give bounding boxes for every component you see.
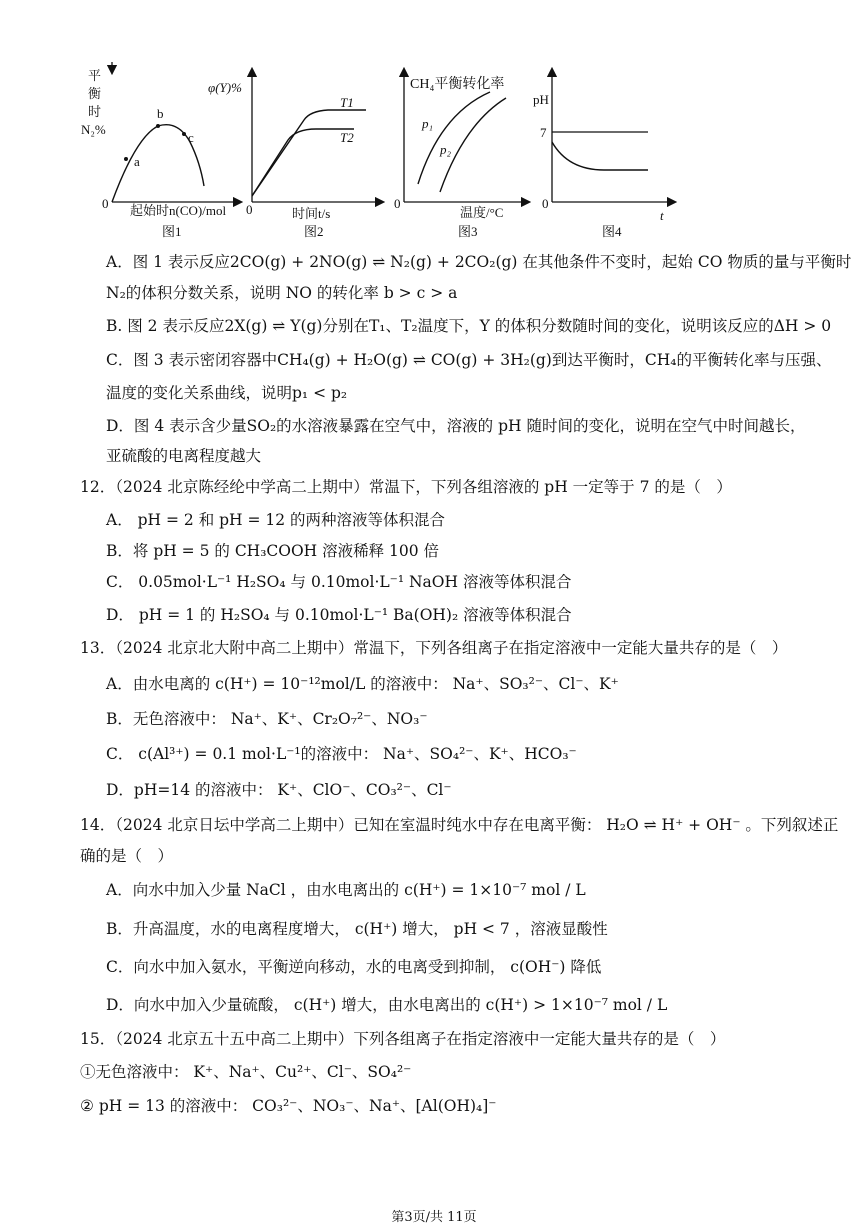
fig1-point-b: b bbox=[157, 106, 164, 121]
fig2-curve-t1: T1 bbox=[340, 95, 354, 110]
q11-option-c-line1: C．图 3 表示密闭容器中CH₄(g) + H₂O(g) ⇌ CO(g) + 3H₂(g)到达平衡时，CH₄的平衡转化率与压强、 bbox=[106, 351, 832, 369]
fig3-caption: 图3 bbox=[458, 224, 478, 239]
q11-option-d-line2: 亚硫酸的电离程度越大 bbox=[106, 447, 262, 465]
fig3-xlabel: 温度/°C bbox=[460, 205, 504, 220]
q14-stem-line1: 14．（2024 北京日坛中学高二上期中）已知在室温时纯水中存在电离平衡： H₂O ⇌ H⁺ + OH⁻ 。下列叙述正 bbox=[80, 816, 839, 834]
fig1-ylabel-1: 平 bbox=[88, 68, 102, 83]
q15-item-2: ② pH = 13 的溶液中： CO₃²⁻、NO₃⁻、Na⁺、[Al(OH)₄]⁻ bbox=[80, 1097, 497, 1115]
fig4-xlabel: t bbox=[660, 208, 664, 223]
q13-option-d: D．pH=14 的溶液中： K⁺、ClO⁻、CO₃²⁻、Cl⁻ bbox=[106, 781, 452, 799]
fig2-ylabel: φ(Y)% bbox=[208, 80, 242, 95]
fig1-point-a: a bbox=[134, 154, 140, 169]
fig1-caption: 图1 bbox=[162, 224, 182, 239]
fig1-ylabel-3: 时 bbox=[88, 104, 102, 119]
q11-option-a-line2: N₂的体积分数关系，说明 NO 的转化率 b > c > a bbox=[106, 284, 458, 302]
fig2-xlabel: 时间t/s bbox=[292, 206, 331, 221]
q13-option-a: A．由水电离的 c(H⁺) = 10⁻¹²mol/L 的溶液中： Na⁺、SO₃²⁻、Cl⁻、K⁺ bbox=[106, 675, 619, 693]
fig3-ylabel: CH₄平衡转化率 bbox=[410, 77, 505, 92]
q14-option-b: B．升高温度，水的电离程度增大， c(H⁺) 增大， pH < 7 ，溶液显酸性 bbox=[106, 920, 608, 938]
fig4-tick-7: 7 bbox=[540, 125, 547, 140]
fig1-point-c: c bbox=[188, 130, 194, 145]
fig3-curve-p1: p₁ bbox=[422, 116, 434, 131]
q11-option-c-line2: 温度的变化关系曲线，说明p₁ < p₂ bbox=[106, 384, 348, 402]
fig1-ylabel-4: N₂% bbox=[81, 122, 106, 137]
q12-option-d: D． pH = 1 的 H₂SO₄ 与 0.10mol·L⁻¹ Ba(OH)₂ 溶液等体积混合 bbox=[106, 606, 572, 624]
q12-stem: 12．（2024 北京陈经纶中学高二上期中）常温下，下列各组溶液的 pH 一定等于 7 的是（ ） bbox=[80, 478, 732, 496]
q15-stem: 15．（2024 北京五十五中高二上期中）下列各组离子在指定溶液中一定能大量共存的是（ ） bbox=[80, 1030, 726, 1048]
fig1-xlabel: 起始时n(CO)/mol bbox=[130, 203, 227, 218]
q15-item-1: ①无色溶液中： K⁺、Na⁺、Cu²⁺、Cl⁻、SO₄²⁻ bbox=[80, 1063, 412, 1081]
q14-option-a: A．向水中加入少量 NaCl ，由水电离出的 c(H⁺) = 1×10⁻⁷ mol / L bbox=[106, 881, 586, 899]
q12-option-c: C． 0.05mol·L⁻¹ H₂SO₄ 与 0.10mol·L⁻¹ NaOH 溶液等体积混合 bbox=[106, 573, 572, 591]
q14-option-d: D．向水中加入少量硫酸， c(H⁺) 增大，由水电离出的 c(H⁺) > 1×10⁻⁷ mol / L bbox=[106, 996, 668, 1014]
q11-option-a-line1: A．图 1 表示反应2CO(g) + 2NO(g) ⇌ N₂(g) + 2CO₂(g) 在其他条件不变时，起始 CO 物质的量与平衡时 bbox=[106, 253, 852, 271]
fig4-origin: 0 bbox=[542, 196, 549, 211]
fig2-curve-t2: T2 bbox=[340, 130, 354, 145]
fig4-caption: 图4 bbox=[602, 224, 622, 239]
page-footer: 第3页/共 11页 bbox=[391, 1210, 477, 1225]
q12-option-a: A． pH = 2 和 pH = 12 的两种溶液等体积混合 bbox=[106, 511, 446, 529]
fig1-ylabel-2: 衡 bbox=[88, 86, 102, 101]
fig1-origin: 0 bbox=[102, 196, 109, 211]
q13-option-b: B．无色溶液中： Na⁺、K⁺、Cr₂O₇²⁻、NO₃⁻ bbox=[106, 710, 428, 728]
figures-svg bbox=[78, 62, 698, 250]
q11-option-b: B. 图 2 表示反应2X(g) ⇌ Y(g)分别在T₁、T₂温度下，Y 的体积分数随时间的变化，说明该反应的ΔH > 0 bbox=[106, 317, 832, 335]
fig2-origin: 0 bbox=[246, 202, 253, 217]
figure-3 bbox=[394, 72, 526, 239]
fig4-ylabel: pH bbox=[533, 92, 549, 107]
q14-stem-line2: 确的是（ ） bbox=[80, 847, 174, 865]
fig3-curve-p2: p₂ bbox=[440, 142, 452, 157]
fig3-origin: 0 bbox=[394, 196, 401, 211]
figure-4 bbox=[533, 72, 672, 239]
q13-option-c: C． c(Al³⁺) = 0.1 mol·L⁻¹的溶液中： Na⁺、SO₄²⁻、K⁺、HCO₃⁻ bbox=[106, 745, 577, 763]
q14-option-c: C．向水中加入氨水，平衡逆向移动，水的电离受到抑制， c(OH⁻) 降低 bbox=[106, 958, 602, 976]
q12-option-b: B．将 pH = 5 的 CH₃COOH 溶液稀释 100 倍 bbox=[106, 542, 440, 560]
fig2-caption: 图2 bbox=[304, 224, 324, 239]
figure-2 bbox=[208, 72, 380, 239]
q11-option-d-line1: D．图 4 表示含少量SO₂的水溶液暴露在空气中，溶液的 pH 随时间的变化，说明在空气中时间越长， bbox=[106, 417, 806, 435]
q13-stem: 13．（2024 北京北大附中高二上期中）常温下，下列各组离子在指定溶液中一定能大量共存的是（ ） bbox=[80, 639, 788, 657]
figures-row bbox=[78, 62, 698, 250]
